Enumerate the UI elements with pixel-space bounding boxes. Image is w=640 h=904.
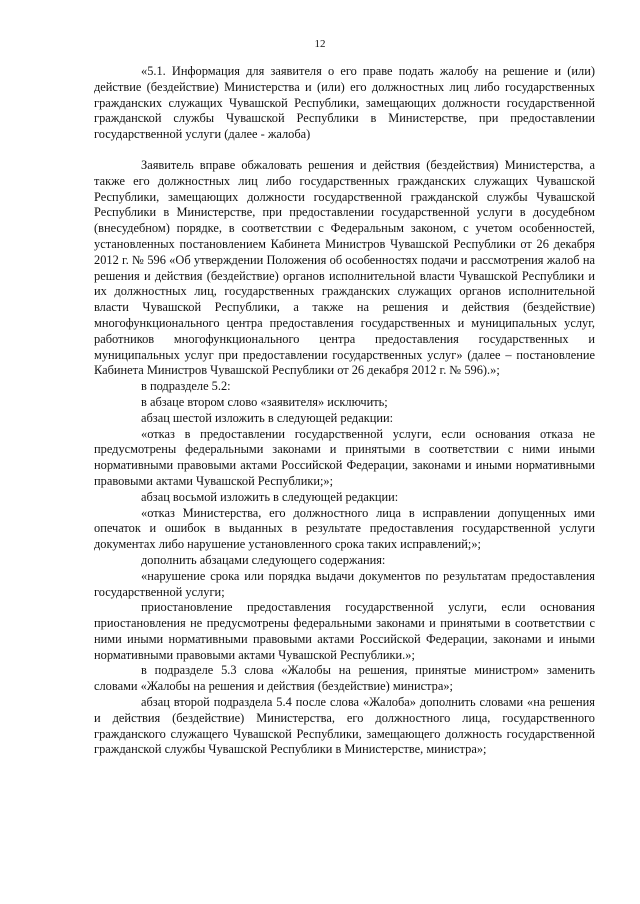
paragraph-sixth-text: «отказ в предоставлении государственной услуги, если основания отказа не предусмотрены федеральными законами и принятыми в соответствии с ними иными нормативными правовыми актами Российской Федерации, законами и иными нормативными правовыми актами Чувашской Республики;»;: [94, 426, 595, 488]
paragraph-sixth-intro: абзац шестой изложить в следующей редакции:: [141, 410, 394, 425]
page-number: 12: [314, 38, 326, 50]
paragraph-exclude-word: в абзаце втором слово «заявителя» исключить;: [141, 394, 388, 409]
paragraph-suspension: приостановление предоставления государственной услуги, если основания приостановления не предусмотрены федеральными законами и принятыми в соответствии с ними иными нормативными правовыми актами Российской Федерации, законами и иными нормативными правовыми актами Чувашской Республики.»;: [94, 600, 595, 662]
paragraph-deadline-violation: «нарушение срока или порядка выдачи документов по результатам предоставления государственной услуги;: [94, 568, 595, 599]
document-body: [94, 64, 595, 758]
paragraph-subsection-5-4: абзац второй подраздела 5.4 после слова «Жалоба» дополнить словами «на решения и действия (бездействие) Министерства, его должностного лица, государственного гражданского служащего Чувашской Республики, замещающего должность государственной гражданской службы Чувашской Республики в Министерстве, министра»;: [94, 695, 595, 757]
paragraph-5-1-heading: «5.1. Информация для заявителя о его праве подать жалобу на решение и (или) действие (бездействие) Министерства и (или) его должностных лиц либо государственных гражданских служащих Чувашской Республики, замещающих должности государственной гражданской службы Чувашской Республики в Министерстве, при предоставлении государственной услуги (далее - жалоба): [94, 64, 595, 142]
paragraph-subsection-5-3: в подразделе 5.3 слова «Жалобы на решения, принятые министром» заменить словами «Жалобы на решения и действия (бездействие) министра»;: [94, 663, 595, 694]
paragraph-eighth-text: «отказ Министерства, его должностного лица в исправлении допущенных ими опечаток и ошибок в выданных в результате предоставления государственной услуги документах либо нарушение установленного срока таких исправлений;»;: [94, 505, 595, 552]
paragraph-subsection-5-2: в подразделе 5.2:: [141, 379, 231, 394]
paragraph-add-intro: дополнить абзацами следующего содержания:: [141, 552, 386, 567]
paragraph-appeal-rights: Заявитель вправе обжаловать решения и действия (бездействия) Министерства, а также его должностных лиц либо государственных гражданских служащих Чувашской Республики, замещающих должности государственной гражданской службы Чувашской Республики в Министерстве, при предоставлении государственной услуги в досудебном (внесудебном) порядке, в соответствии с Федеральным законом, с учетом особенностей, установленных постановлением Кабинета Министров Чувашской Республики от 26 декабря 2012 г. № 596 «Об утверждении Положения об особенностях подачи и рассмотрения жалоб на решения и действия (бездействие) органов исполнительной власти Чувашской Республики и их должностных лиц, государственных гражданских служащих органов исполнительной власти Чувашской Республики, а также на решения и действия (бездействие) многофункционального центра предоставления государственных и муниципальных услуг, работников многофункционального центра предоставления государственных и муниципальных услуг при предоставлении государственных услуг» (далее – постановление Кабинета Министров Чувашской Республики от 26 декабря 2012 г. № 596).»;: [94, 157, 595, 378]
paragraph-eighth-intro: абзац восьмой изложить в следующей редакции:: [141, 489, 399, 504]
